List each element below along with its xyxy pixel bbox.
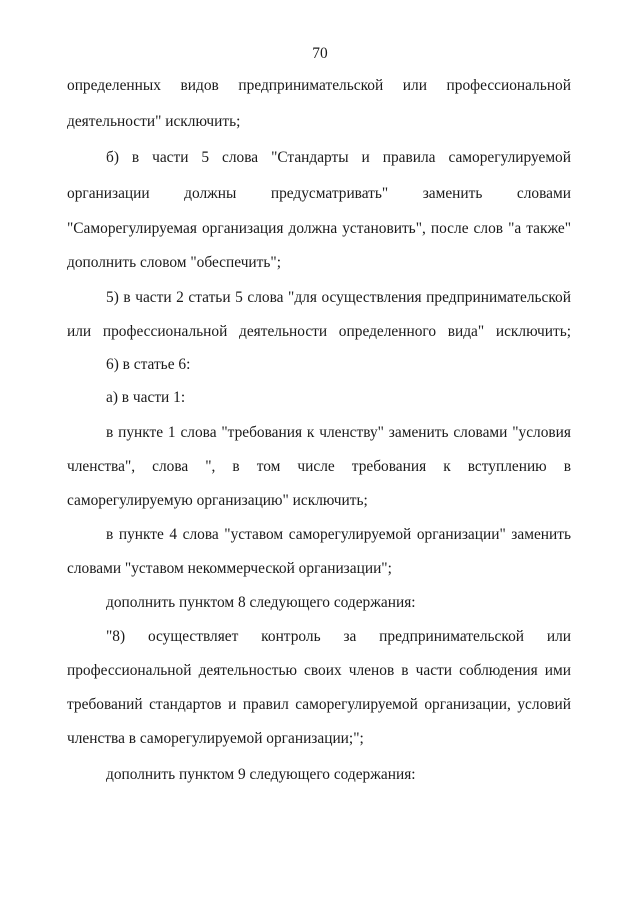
text-line: членства в саморегулируемой организации;"; (67, 730, 364, 747)
text-line: саморегулируемую организацию" исключить; (67, 492, 368, 509)
text-line: или профессиональной деятельности определенного вида" исключить; (67, 323, 571, 340)
text-line: "Саморегулируемая организация должна установить", после слов "а также" (67, 220, 571, 237)
text-line: "8) осуществляет контроль за предпринимательской или (106, 628, 571, 645)
text-line: определенных видов предпринимательской или профессиональной (67, 77, 571, 94)
text-line: профессиональной деятельностью своих членов в части соблюдения ими (67, 662, 571, 679)
text-line: дополнить пунктом 9 следующего содержания: (106, 766, 416, 783)
text-line: словами "уставом некоммерческой организации"; (67, 560, 392, 577)
text-line: в пункте 4 слова "уставом саморегулируемой организации" заменить (106, 526, 571, 543)
text-line: организации должны предусматривать" заменить словами (67, 185, 571, 202)
text-line: 5) в части 2 статьи 5 слова "для осуществления предпринимательской (106, 289, 571, 306)
text-line: б) в части 5 слова "Стандарты и правила саморегулируемой (106, 149, 571, 166)
text-line: членства", слова ", в том числе требования к вступлению в (67, 458, 571, 475)
text-line: дополнить пунктом 8 следующего содержания: (106, 594, 416, 611)
text-line: деятельности" исключить; (67, 113, 241, 130)
text-line: дополнить словом "обеспечить"; (67, 254, 281, 271)
text-line: требований стандартов и правил саморегулируемой организации, условий (67, 696, 571, 713)
text-line: а) в части 1: (106, 389, 186, 406)
text-line: в пункте 1 слова "требования к членству" заменить словами "условия (106, 424, 571, 441)
page-number: 70 (312, 45, 328, 62)
text-line: 6) в статье 6: (106, 356, 191, 373)
